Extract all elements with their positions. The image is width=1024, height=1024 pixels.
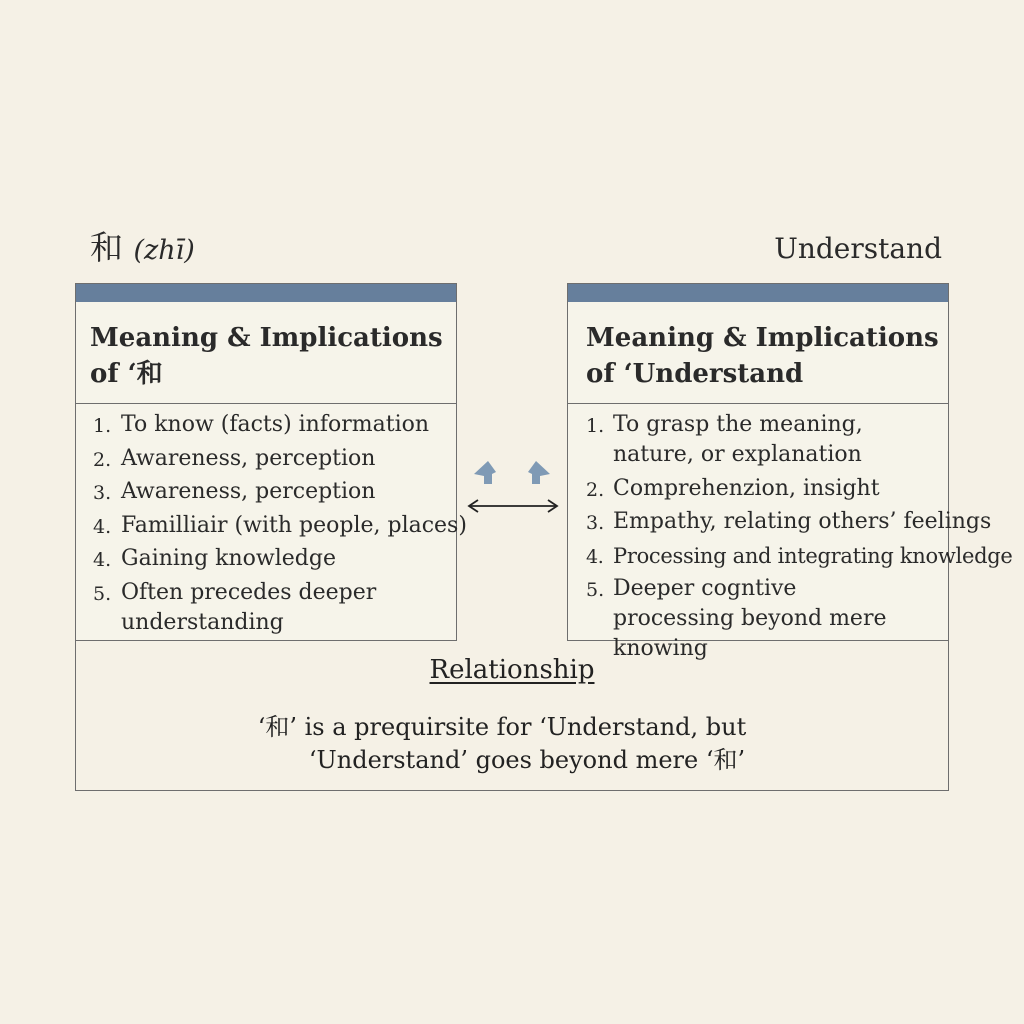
list-item-number: 2. xyxy=(586,478,605,501)
list-item-number: 4. xyxy=(586,545,604,568)
list-item xyxy=(76,444,456,474)
left-term-character: 和 xyxy=(90,228,123,267)
list-item-text: Often precedes deeper understanding xyxy=(121,579,377,635)
right-meaning-list xyxy=(568,404,1013,664)
list-item xyxy=(76,511,467,541)
list-item-number: 1. xyxy=(586,415,605,437)
list-item-number: 1. xyxy=(93,415,112,437)
list-item-text: Gaining knowledge xyxy=(121,546,336,571)
left-term-heading xyxy=(90,222,195,269)
bidirectional-connector xyxy=(460,450,564,520)
list-item-text: Comprehenzion, insight xyxy=(613,475,880,501)
list-item-text: Awareness, perception xyxy=(121,479,376,504)
list-item-number: 5. xyxy=(586,579,605,601)
list-item-number: 4. xyxy=(93,549,112,571)
list-item xyxy=(76,544,456,574)
up-left-arrow-icon xyxy=(474,461,496,484)
right-panel-header-bar xyxy=(568,284,948,302)
list-item-text: Processing and integrating knowledge xyxy=(613,543,1013,568)
left-meaning-list xyxy=(76,404,467,638)
left-panel-header-bar xyxy=(76,284,456,302)
list-item-number: 5. xyxy=(93,582,112,605)
right-meaning-panel xyxy=(567,283,1013,661)
list-item-text: To grasp the meaning, nature, or explanation xyxy=(613,412,863,467)
relationship-text xyxy=(76,711,948,777)
left-panel-title-text: Meaning & Implications of ‘和 xyxy=(90,323,443,389)
list-item-text: Awareness, perception xyxy=(121,445,376,471)
relationship-line-2: ‘Understand’ goes beyond mere ‘和’ xyxy=(308,746,746,774)
list-item xyxy=(76,410,456,440)
list-item-number: 2. xyxy=(93,448,112,471)
up-right-arrow-icon xyxy=(528,461,550,484)
right-panel-title-text: Meaning & Implications of ‘Understand xyxy=(586,323,939,389)
list-item-text: To know (facts) information xyxy=(121,412,430,437)
left-term-pinyin: (zhī) xyxy=(133,235,195,266)
list-item-number: 3. xyxy=(586,512,605,534)
list-item-text: Empathy, relating others’ feelings xyxy=(613,509,992,534)
list-item xyxy=(76,578,411,638)
right-panel-title xyxy=(568,302,948,404)
list-item xyxy=(568,474,948,504)
list-item-text: Deeper cogntive processing beyond mere knowing xyxy=(613,576,887,661)
list-item xyxy=(568,541,1013,571)
list-item xyxy=(76,477,456,507)
list-item xyxy=(568,410,893,470)
list-item xyxy=(568,507,992,537)
left-meaning-panel xyxy=(75,283,467,641)
double-headed-arrow-icon xyxy=(469,500,557,512)
relationship-line-1: ‘和’ is a prequirsite for ‘Understand, but xyxy=(257,713,747,741)
right-term-heading: Understand xyxy=(774,232,942,265)
list-item-number: 4. xyxy=(93,515,112,538)
relationship-box xyxy=(75,641,949,791)
list-item-number: 3. xyxy=(93,482,112,504)
left-panel-title xyxy=(76,302,456,404)
list-item-text: Familliair (with people, places) xyxy=(121,512,467,538)
relationship-title: Relationship xyxy=(429,655,595,685)
